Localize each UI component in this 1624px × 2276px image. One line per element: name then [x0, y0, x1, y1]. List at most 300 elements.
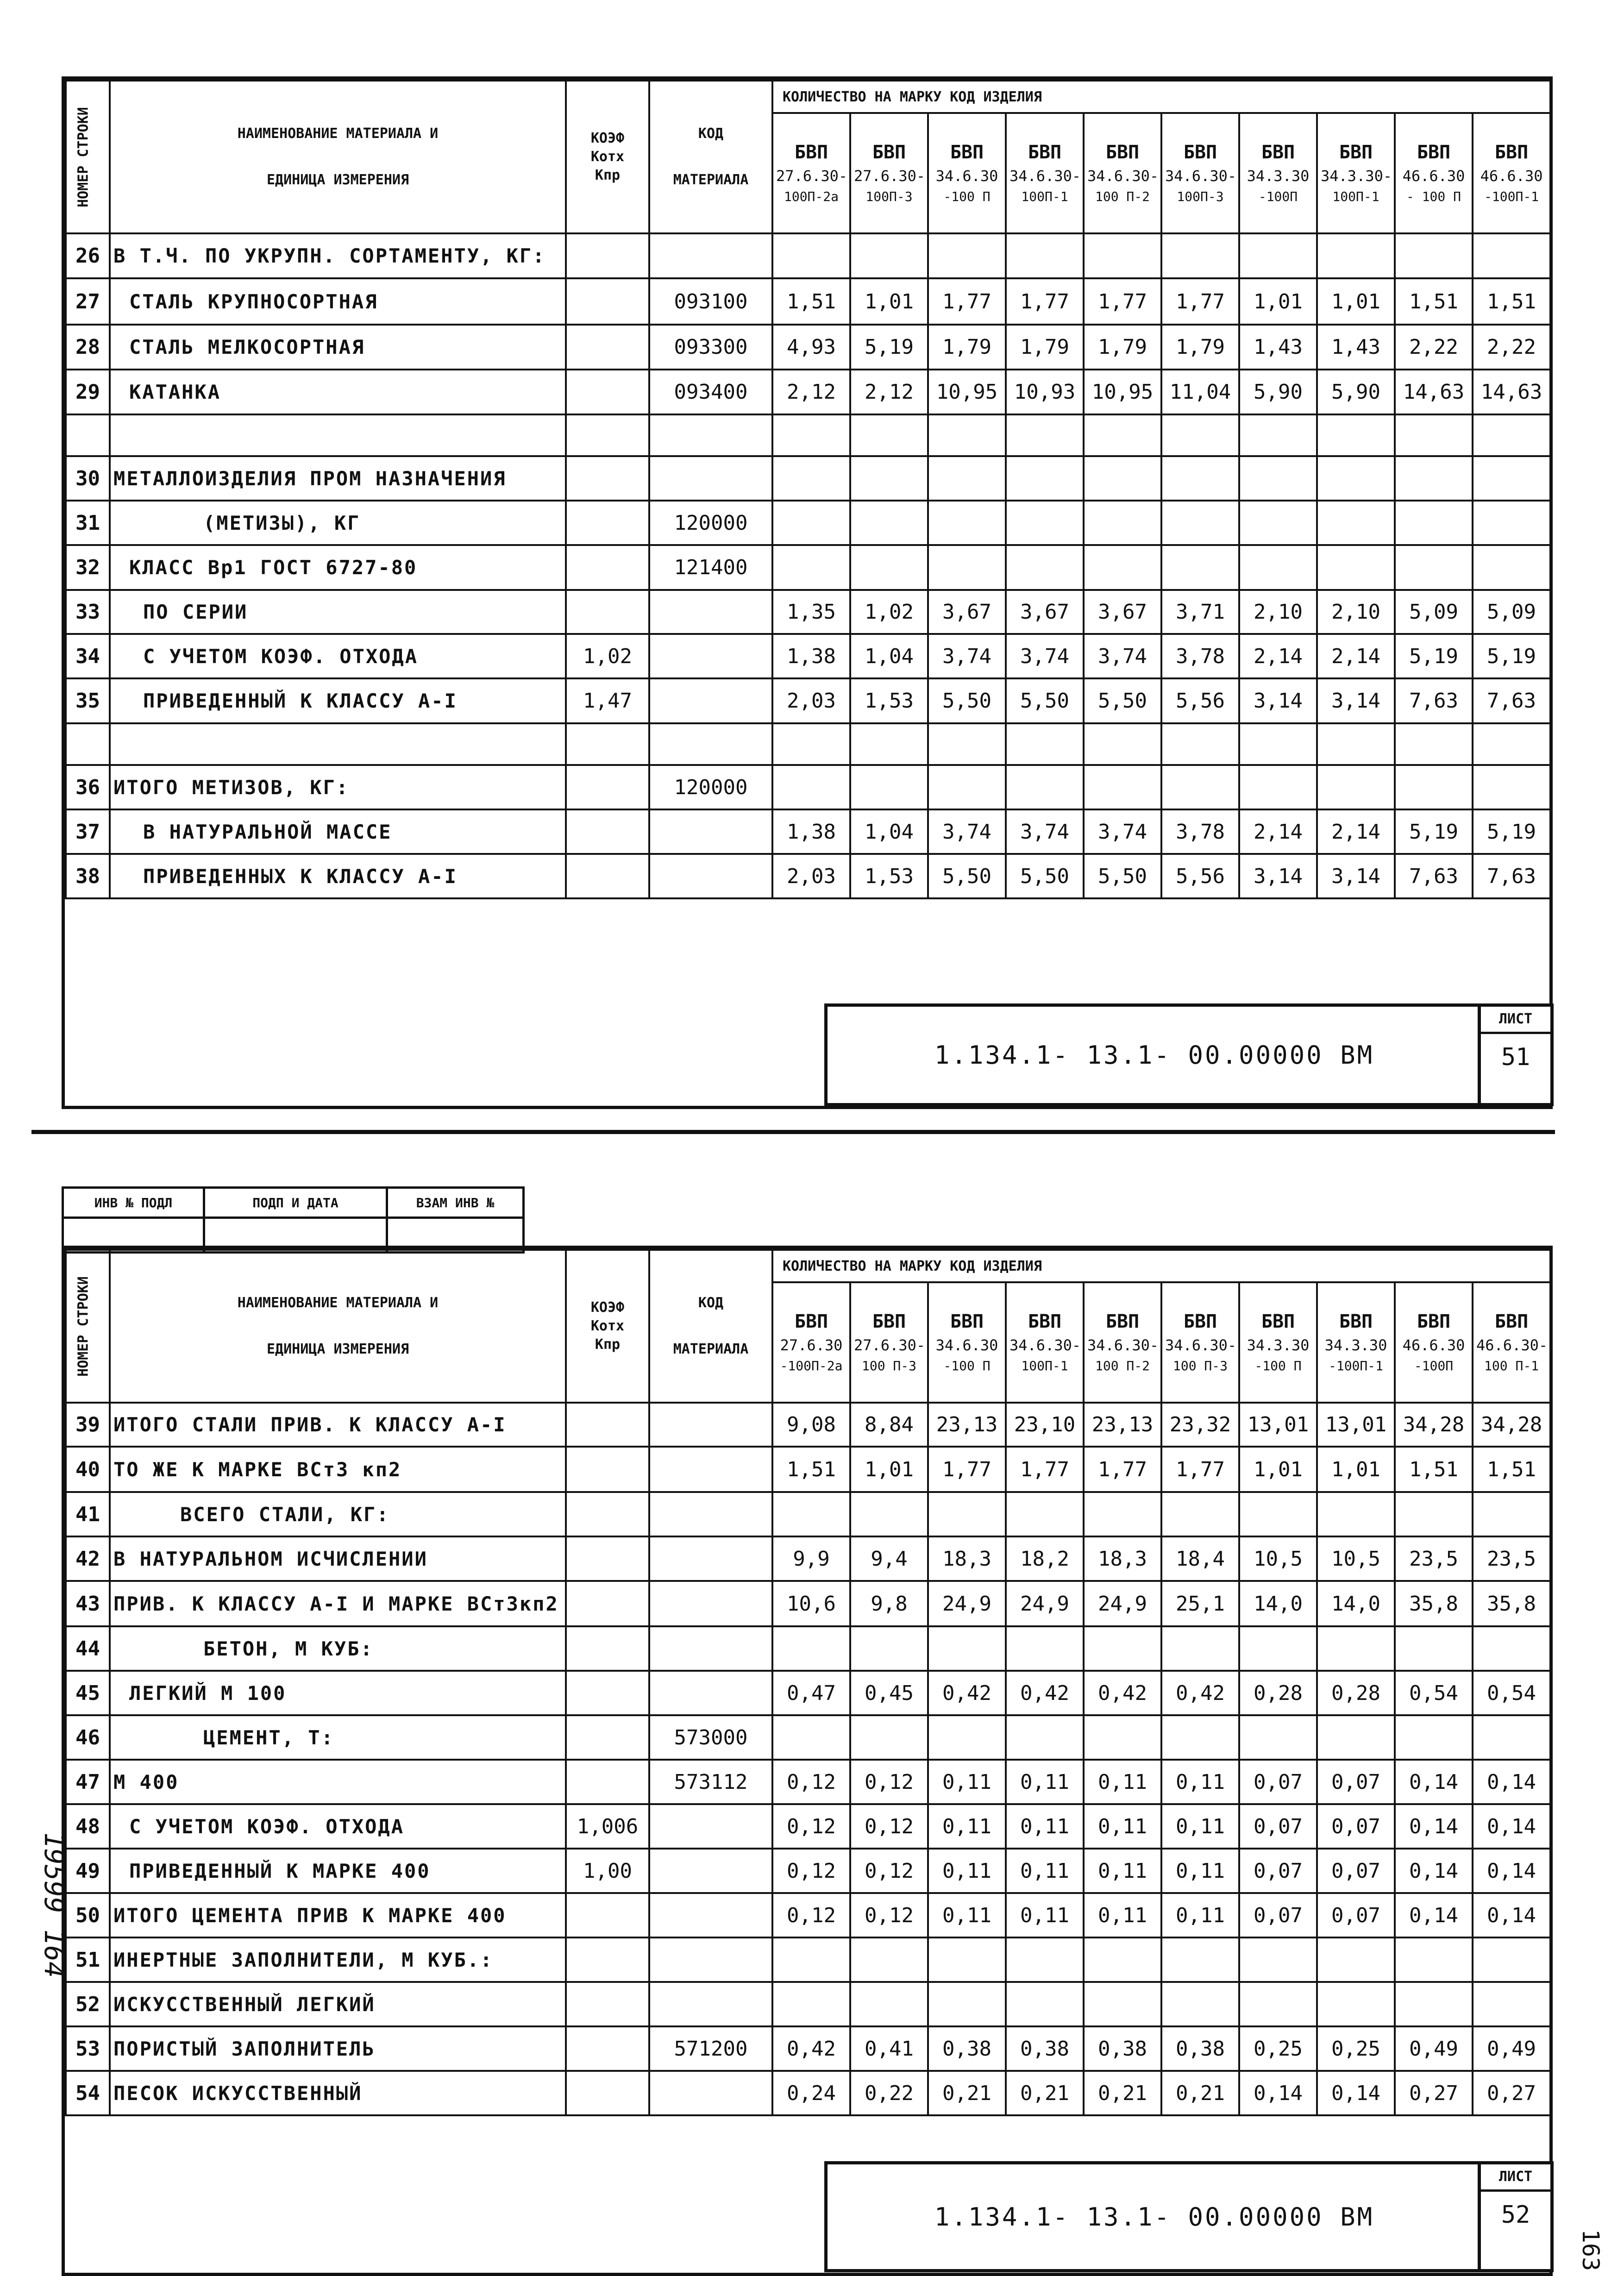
quantity-cell	[772, 765, 850, 809]
quantity-cell: 0,21	[1161, 2071, 1239, 2115]
quantity-cell	[1006, 233, 1084, 278]
material-name: ИТОГО МЕТИЗОВ, КГ:	[110, 765, 566, 809]
quantity-cell: 23,32	[1161, 1403, 1239, 1447]
material-name: С УЧЕТОМ КОЭФ. ОТХОДА	[110, 1804, 566, 1849]
quantity-cell: 0,27	[1395, 2071, 1473, 2115]
quantity-cell: 5,19	[1395, 634, 1473, 678]
quantity-cell: 0,38	[1161, 2026, 1239, 2071]
table-row	[66, 634, 1550, 678]
quantity-cell: 2,10	[1239, 590, 1317, 634]
quantity-cell	[1239, 501, 1317, 545]
mark-header: БВП 34.3.30 -100П	[1239, 113, 1317, 233]
quantity-cell: 0,11	[1161, 1804, 1239, 1849]
table-row	[66, 545, 1550, 590]
quantity-cell	[1395, 414, 1473, 456]
quantity-cell	[928, 723, 1006, 765]
quantity-cell	[1239, 456, 1317, 501]
material-name: С УЧЕТОМ КОЭФ. ОТХОДА	[110, 634, 566, 678]
quantity-cell: 23,13	[928, 1403, 1006, 1447]
quantity-cell: 0,07	[1239, 1760, 1317, 1804]
quantity-cell: 10,95	[1084, 370, 1161, 414]
table-row	[66, 1893, 1550, 1937]
quantity-cell	[850, 233, 928, 278]
quantity-cell	[1161, 456, 1239, 501]
quantity-cell: 0,14	[1395, 1760, 1473, 1804]
quantity-cell: 34,28	[1395, 1403, 1473, 1447]
row-number: 41	[66, 1492, 110, 1536]
quantity-cell	[928, 1626, 1006, 1671]
quantity-cell: 3,74	[1006, 634, 1084, 678]
quantity-cell: 1,79	[928, 325, 1006, 370]
quantity-cell: 23,13	[1084, 1403, 1161, 1447]
quantity-cell	[772, 233, 850, 278]
quantity-cell: 1,77	[1084, 278, 1161, 325]
coef-header: КОЭФ Котх Кпр	[566, 1250, 649, 1403]
row-number: 43	[66, 1581, 110, 1626]
material-code	[649, 1403, 772, 1447]
quantity-cell: 0,28	[1317, 1671, 1395, 1715]
quantity-cell	[772, 1937, 850, 1982]
quantity-cell: 34,28	[1473, 1403, 1550, 1447]
sheet-label: ЛИСТ	[1481, 2164, 1550, 2192]
row-number: 46	[66, 1715, 110, 1760]
material-code: 573000	[649, 1715, 772, 1760]
quantity-cell: 0,12	[772, 1893, 850, 1937]
quantity-cell	[1395, 456, 1473, 501]
quantity-cell	[1473, 1626, 1550, 1671]
quantity-cell: 1,01	[1317, 278, 1395, 325]
quantity-cell: 5,50	[1084, 854, 1161, 898]
material-code	[649, 809, 772, 854]
sheet-number-box	[1478, 1007, 1550, 1103]
quantity-cell	[1084, 233, 1161, 278]
quantity-cell	[1317, 1982, 1395, 2026]
quantity-cell: 5,56	[1161, 678, 1239, 723]
quantity-cell: 0,41	[850, 2026, 928, 2071]
quantity-cell	[1473, 501, 1550, 545]
quantity-cell: 0,38	[1006, 2026, 1084, 2071]
material-code	[649, 634, 772, 678]
row-number: 42	[66, 1536, 110, 1581]
quantity-cell: 0,38	[928, 2026, 1006, 2071]
quantity-cell: 0,25	[1317, 2026, 1395, 2071]
sheet-number: 51	[1501, 1043, 1530, 1071]
coefficient	[566, 1760, 649, 1804]
quantity-cell: 0,11	[928, 1804, 1006, 1849]
mark-header: БВП 46.6.30 -100П-1	[1473, 113, 1550, 233]
quantity-cell	[1006, 1982, 1084, 2026]
table-row	[66, 2026, 1550, 2071]
quantity-cell: 0,11	[1084, 1804, 1161, 1849]
quantity-cell: 3,71	[1161, 590, 1239, 634]
quantity-cell	[928, 233, 1006, 278]
quantity-cell	[1161, 1626, 1239, 1671]
materials-table-sheet-51	[65, 80, 1551, 899]
row-number: 27	[66, 278, 110, 325]
material-code	[649, 1447, 772, 1492]
quantity-cell: 18,3	[928, 1536, 1006, 1581]
quantity-cell	[1473, 456, 1550, 501]
table-row	[66, 501, 1550, 545]
quantity-cell: 1,51	[1473, 1447, 1550, 1492]
sheet-number-box	[1478, 2164, 1550, 2269]
quantity-cell: 9,9	[772, 1536, 850, 1581]
coefficient	[566, 233, 649, 278]
coefficient	[566, 2026, 649, 2071]
quantity-cell: 1,51	[772, 1447, 850, 1492]
quantity-cell: 14,0	[1317, 1581, 1395, 1626]
mark-header: БВП 27.6.30- 100П-3	[850, 113, 928, 233]
row-number-header: НОМЕР СТРОКИ	[66, 81, 110, 233]
quantity-cell	[1006, 1937, 1084, 1982]
quantity-cell: 2,12	[772, 370, 850, 414]
quantity-cell: 18,2	[1006, 1536, 1084, 1581]
quantity-cell: 1,01	[1239, 278, 1317, 325]
quantity-cell	[1317, 1715, 1395, 1760]
quantity-cell: 0,42	[1006, 1671, 1084, 1715]
material-code	[649, 414, 772, 456]
row-number: 51	[66, 1937, 110, 1982]
quantity-cell: 18,4	[1161, 1536, 1239, 1581]
quantity-cell: 0,11	[1006, 1760, 1084, 1804]
coefficient	[566, 1536, 649, 1581]
table-row	[66, 1982, 1550, 2026]
quantity-cell: 5,19	[1473, 809, 1550, 854]
mark-header: БВП 46.6.30 -100П	[1395, 1282, 1473, 1403]
quantity-cell: 5,50	[1006, 854, 1084, 898]
mark-header: БВП 34.6.30- 100П-3	[1161, 113, 1239, 233]
quantity-cell: 3,14	[1239, 678, 1317, 723]
coefficient	[566, 1581, 649, 1626]
quantity-cell: 0,27	[1473, 2071, 1550, 2115]
quantity-group-header: КОЛИЧЕСТВО НА МАРКУ КОД ИЗДЕЛИЯ	[772, 81, 1550, 113]
quantity-cell	[1473, 1937, 1550, 1982]
material-name: В НАТУРАЛЬНОМ ИСЧИСЛЕНИИ	[110, 1536, 566, 1581]
quantity-cell	[1473, 1715, 1550, 1760]
quantity-cell: 1,77	[1161, 278, 1239, 325]
quantity-cell	[928, 1715, 1006, 1760]
quantity-cell: 13,01	[1239, 1403, 1317, 1447]
quantity-cell: 1,79	[1084, 325, 1161, 370]
quantity-cell: 14,0	[1239, 1581, 1317, 1626]
quantity-cell: 1,51	[1395, 1447, 1473, 1492]
quantity-cell	[772, 501, 850, 545]
quantity-cell: 0,25	[1239, 2026, 1317, 2071]
quantity-cell: 0,11	[1084, 1893, 1161, 1937]
material-code	[649, 590, 772, 634]
quantity-cell	[1084, 1937, 1161, 1982]
quantity-cell	[1317, 501, 1395, 545]
table-row	[66, 1492, 1550, 1536]
quantity-cell: 1,77	[928, 278, 1006, 325]
table-row	[66, 456, 1550, 501]
quantity-cell: 5,50	[1084, 678, 1161, 723]
quantity-cell: 10,95	[928, 370, 1006, 414]
quantity-cell	[850, 501, 928, 545]
mark-header: БВП 27.6.30- 100 П-3	[850, 1282, 928, 1403]
quantity-cell	[1006, 1626, 1084, 1671]
material-name	[110, 723, 566, 765]
quantity-cell	[1239, 723, 1317, 765]
quantity-cell: 1,43	[1317, 325, 1395, 370]
quantity-cell: 0,12	[850, 1893, 928, 1937]
quantity-cell	[1395, 1937, 1473, 1982]
mark-header: БВП 34.3.30 -100П-1	[1317, 1282, 1395, 1403]
table-row	[66, 414, 1550, 456]
sheet-number: 52	[1501, 2201, 1530, 2229]
quantity-cell: 5,90	[1317, 370, 1395, 414]
material-name: ЦЕМЕНТ, Т:	[110, 1715, 566, 1760]
quantity-cell: 2,22	[1473, 325, 1550, 370]
quantity-cell: 2,14	[1239, 809, 1317, 854]
quantity-cell: 0,11	[928, 1893, 1006, 1937]
quantity-cell	[1473, 1492, 1550, 1536]
quantity-cell: 0,11	[1084, 1849, 1161, 1893]
coefficient: 1,47	[566, 678, 649, 723]
quantity-cell: 0,11	[1006, 1893, 1084, 1937]
quantity-cell: 0,11	[928, 1760, 1006, 1804]
quantity-cell: 0,54	[1395, 1671, 1473, 1715]
quantity-cell: 1,51	[772, 278, 850, 325]
row-number: 53	[66, 2026, 110, 2071]
quantity-cell: 1,02	[850, 590, 928, 634]
mark-header: БВП 34.6.30- 100П-1	[1006, 113, 1084, 233]
mark-header: БВП 34.6.30- 100 П-2	[1084, 1282, 1161, 1403]
margin-page-number: 163	[1577, 2229, 1605, 2271]
material-name: ПЕСОК ИСКУССТВЕННЫЙ	[110, 2071, 566, 2115]
coefficient	[566, 1403, 649, 1447]
quantity-cell: 1,51	[1473, 278, 1550, 325]
quantity-cell: 0,11	[1006, 1849, 1084, 1893]
mark-header: БВП 34.6.30- 100 П-2	[1084, 113, 1161, 233]
quantity-cell: 9,4	[850, 1536, 928, 1581]
coefficient	[566, 501, 649, 545]
material-code: 120000	[649, 501, 772, 545]
quantity-cell: 0,07	[1317, 1849, 1395, 1893]
mark-header: БВП 34.6.30- 100П-1	[1006, 1282, 1084, 1403]
row-number: 52	[66, 1982, 110, 2026]
quantity-cell: 1,01	[1239, 1447, 1317, 1492]
quantity-cell	[1317, 414, 1395, 456]
quantity-cell	[1395, 1492, 1473, 1536]
row-number: 26	[66, 233, 110, 278]
quantity-cell	[928, 456, 1006, 501]
quantity-cell: 9,08	[772, 1403, 850, 1447]
quantity-cell: 10,5	[1239, 1536, 1317, 1581]
material-name: МЕТАЛЛОИЗДЕЛИЯ ПРОМ НАЗНАЧЕНИЯ	[110, 456, 566, 501]
quantity-cell	[1395, 723, 1473, 765]
mark-header: БВП 27.6.30 -100П-2а	[772, 1282, 850, 1403]
table-header	[66, 1250, 1550, 1403]
row-number: 37	[66, 809, 110, 854]
material-name: ПРИВЕДЕННЫЙ К МАРКЕ 400	[110, 1849, 566, 1893]
table-row	[66, 765, 1550, 809]
coefficient	[566, 809, 649, 854]
material-name: М 400	[110, 1760, 566, 1804]
quantity-cell	[928, 501, 1006, 545]
coefficient: 1,02	[566, 634, 649, 678]
quantity-cell: 23,5	[1395, 1536, 1473, 1581]
sheet-51	[62, 76, 1553, 1109]
quantity-cell: 0,11	[1161, 1893, 1239, 1937]
quantity-cell: 0,07	[1239, 1893, 1317, 1937]
quantity-cell	[928, 765, 1006, 809]
row-number: 32	[66, 545, 110, 590]
quantity-cell: 5,50	[1006, 678, 1084, 723]
quantity-cell: 0,42	[1084, 1671, 1161, 1715]
quantity-cell	[850, 765, 928, 809]
quantity-cell: 0,14	[1473, 1760, 1550, 1804]
quantity-cell: 1,77	[1084, 1447, 1161, 1492]
quantity-cell: 0,07	[1239, 1804, 1317, 1849]
row-number: 49	[66, 1849, 110, 1893]
quantity-cell	[850, 1937, 928, 1982]
quantity-cell: 3,67	[1006, 590, 1084, 634]
quantity-cell: 3,14	[1317, 678, 1395, 723]
quantity-cell	[850, 456, 928, 501]
quantity-cell	[1006, 501, 1084, 545]
coefficient	[566, 590, 649, 634]
material-code	[649, 2071, 772, 2115]
material-name: ПРИВЕДЕННЫЙ К КЛАССУ А-I	[110, 678, 566, 723]
material-code	[649, 723, 772, 765]
table-row	[66, 1581, 1550, 1626]
quantity-cell: 0,12	[772, 1760, 850, 1804]
quantity-cell: 2,14	[1239, 634, 1317, 678]
quantity-cell: 5,50	[928, 854, 1006, 898]
quantity-cell: 1,53	[850, 678, 928, 723]
margin-archive-note: 19599 164	[38, 1832, 70, 1978]
material-code	[649, 1804, 772, 1849]
row-number: 34	[66, 634, 110, 678]
quantity-cell: 24,9	[928, 1581, 1006, 1626]
quantity-cell: 3,78	[1161, 809, 1239, 854]
name-header: НАИМЕНОВАНИЕ МАТЕРИАЛА И ЕДИНИЦА ИЗМЕРЕНИЯ	[110, 1250, 566, 1403]
quantity-cell	[850, 1626, 928, 1671]
title-block	[824, 1003, 1554, 1106]
quantity-cell	[1317, 723, 1395, 765]
material-name: ИТОГО СТАЛИ ПРИВ. К КЛАССУ А-I	[110, 1403, 566, 1447]
quantity-cell: 0,11	[928, 1849, 1006, 1893]
table-row	[66, 1715, 1550, 1760]
quantity-cell	[1317, 233, 1395, 278]
quantity-cell: 5,09	[1473, 590, 1550, 634]
quantity-cell	[1239, 1982, 1317, 2026]
material-name: ИНЕРТНЫЕ ЗАПОЛНИТЕЛИ, М КУБ.:	[110, 1937, 566, 1982]
quantity-cell	[1395, 1982, 1473, 2026]
quantity-cell: 0,11	[1161, 1849, 1239, 1893]
material-name: ВСЕГО СТАЛИ, КГ:	[110, 1492, 566, 1536]
quantity-cell	[928, 1492, 1006, 1536]
material-code: 571200	[649, 2026, 772, 2071]
material-code	[649, 1581, 772, 1626]
row-number: 47	[66, 1760, 110, 1804]
table-row	[66, 590, 1550, 634]
quantity-cell	[1161, 723, 1239, 765]
table-header	[66, 81, 1550, 233]
quantity-cell: 1,38	[772, 809, 850, 854]
quantity-cell	[1084, 414, 1161, 456]
quantity-cell: 2,22	[1395, 325, 1473, 370]
row-number: 31	[66, 501, 110, 545]
quantity-cell	[1395, 233, 1473, 278]
material-name: ПО СЕРИИ	[110, 590, 566, 634]
quantity-cell: 1,01	[850, 1447, 928, 1492]
quantity-cell: 0,42	[928, 1671, 1006, 1715]
material-code	[649, 456, 772, 501]
quantity-cell	[1084, 765, 1161, 809]
coefficient	[566, 278, 649, 325]
quantity-cell	[1395, 1626, 1473, 1671]
inventory-stamp	[62, 1186, 525, 1254]
quantity-cell: 0,07	[1317, 1893, 1395, 1937]
coefficient	[566, 456, 649, 501]
quantity-cell: 0,21	[928, 2071, 1006, 2115]
quantity-cell: 0,14	[1317, 2071, 1395, 2115]
quantity-cell: 14,63	[1473, 370, 1550, 414]
quantity-cell	[1084, 1715, 1161, 1760]
quantity-cell: 5,90	[1239, 370, 1317, 414]
quantity-cell: 3,74	[1084, 809, 1161, 854]
quantity-cell: 1,53	[850, 854, 928, 898]
row-number: 44	[66, 1626, 110, 1671]
material-name: ПОРИСТЫЙ ЗАПОЛНИТЕЛЬ	[110, 2026, 566, 2071]
quantity-cell	[1161, 1982, 1239, 2026]
quantity-cell	[1006, 1492, 1084, 1536]
quantity-cell: 5,09	[1395, 590, 1473, 634]
quantity-cell	[1161, 1937, 1239, 1982]
table-row	[66, 1447, 1550, 1492]
quantity-cell: 0,45	[850, 1671, 928, 1715]
quantity-cell: 0,14	[1239, 2071, 1317, 2115]
quantity-cell	[1473, 545, 1550, 590]
table-row	[66, 1849, 1550, 1893]
quantity-cell	[1084, 1626, 1161, 1671]
quantity-cell	[1317, 456, 1395, 501]
table-row	[66, 1403, 1550, 1447]
quantity-cell	[772, 1982, 850, 2026]
material-code	[649, 1536, 772, 1581]
quantity-cell: 10,93	[1006, 370, 1084, 414]
quantity-cell: 0,07	[1317, 1804, 1395, 1849]
mark-header: БВП 34.3.30 -100 П	[1239, 1282, 1317, 1403]
quantity-cell: 1,04	[850, 634, 928, 678]
quantity-cell: 0,24	[772, 2071, 850, 2115]
coefficient	[566, 1492, 649, 1536]
table-row	[66, 1536, 1550, 1581]
coefficient	[566, 545, 649, 590]
quantity-cell: 0,21	[1006, 2071, 1084, 2115]
quantity-cell: 5,19	[850, 325, 928, 370]
quantity-cell	[850, 545, 928, 590]
quantity-cell	[1395, 501, 1473, 545]
document-code: 1.134.1- 13.1- 00.00000 ВМ	[934, 1040, 1374, 1070]
quantity-cell: 0,21	[1084, 2071, 1161, 2115]
quantity-cell	[1006, 1715, 1084, 1760]
quantity-cell	[1473, 765, 1550, 809]
table-row	[66, 233, 1550, 278]
material-name: БЕТОН, М КУБ:	[110, 1626, 566, 1671]
table-row	[66, 854, 1550, 898]
quantity-cell	[1161, 414, 1239, 456]
quantity-cell: 11,04	[1161, 370, 1239, 414]
material-code	[649, 1671, 772, 1715]
material-code: 573112	[649, 1760, 772, 1804]
quantity-cell	[1239, 233, 1317, 278]
materials-table-sheet-52	[65, 1249, 1551, 2116]
quantity-cell	[928, 545, 1006, 590]
row-number: 36	[66, 765, 110, 809]
